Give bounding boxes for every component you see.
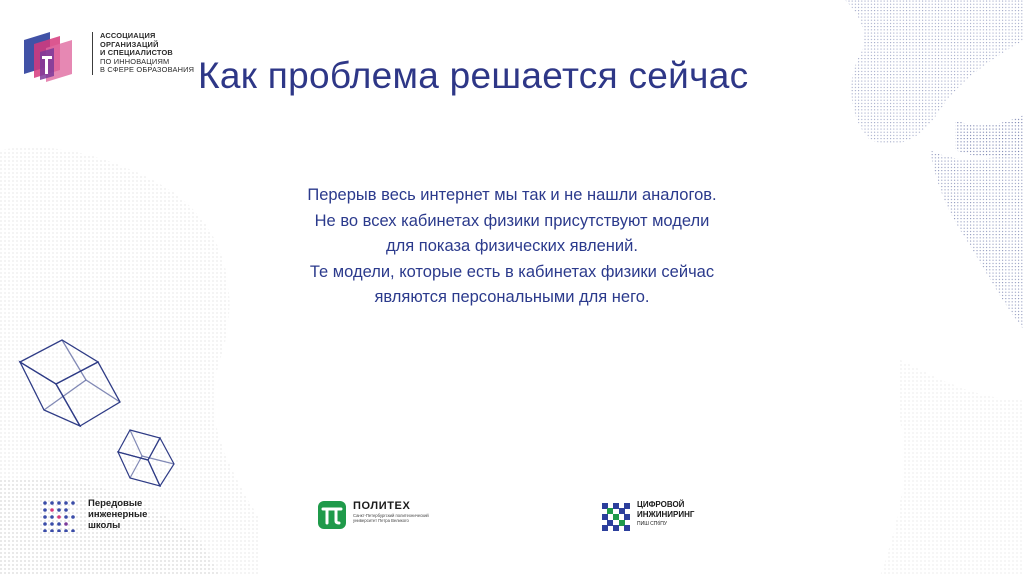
association-name bbox=[92, 32, 210, 75]
association-line: АССОЦИАЦИЯ bbox=[100, 31, 156, 40]
body-line: Перерыв весь интернет мы так и не нашли аналогов. bbox=[307, 186, 717, 204]
slide-body bbox=[200, 183, 824, 311]
polytech-name: ПОЛИТЕХ bbox=[353, 500, 411, 512]
digital-line: ИНЖИНИРИНГ bbox=[637, 509, 695, 519]
polytech-subtitle: Санкт-Петербургский политехнический университет Петра Великого bbox=[353, 513, 429, 523]
association-line: В СФЕРЕ ОБРАЗОВАНИЯ bbox=[100, 65, 195, 75]
digital-engineering-label bbox=[637, 500, 694, 529]
pish-line: школы bbox=[88, 520, 121, 531]
pish-line: Передовые bbox=[88, 498, 143, 509]
dot-grid-logo bbox=[42, 500, 76, 532]
slide-title: Как проблема решается сейчас bbox=[198, 55, 749, 96]
association-line: ОРГАНИЗАЦИЙ bbox=[100, 39, 159, 49]
association-line: И СПЕЦИАЛИСТОВ bbox=[100, 48, 173, 58]
association-logo bbox=[20, 30, 78, 86]
qr-grid-logo bbox=[601, 502, 631, 532]
pish-label bbox=[88, 498, 147, 531]
body-line: являются персональными для него. bbox=[374, 288, 650, 306]
pish-line: инженерные bbox=[88, 509, 148, 520]
association-line: ПО ИННОВАЦИЯМ bbox=[100, 56, 170, 66]
digital-subtitle: ПИШ СПбПУ bbox=[637, 521, 667, 528]
digital-line: ЦИФРОВОЙ bbox=[637, 500, 685, 509]
pi-logo bbox=[318, 501, 346, 529]
body-line: Те модели, которые есть в кабинетах физики сейчас bbox=[309, 262, 715, 281]
body-line: для показа физических явлений. bbox=[386, 237, 638, 255]
body-line: Не во всех кабинетах физики присутствуют модели bbox=[314, 211, 710, 230]
